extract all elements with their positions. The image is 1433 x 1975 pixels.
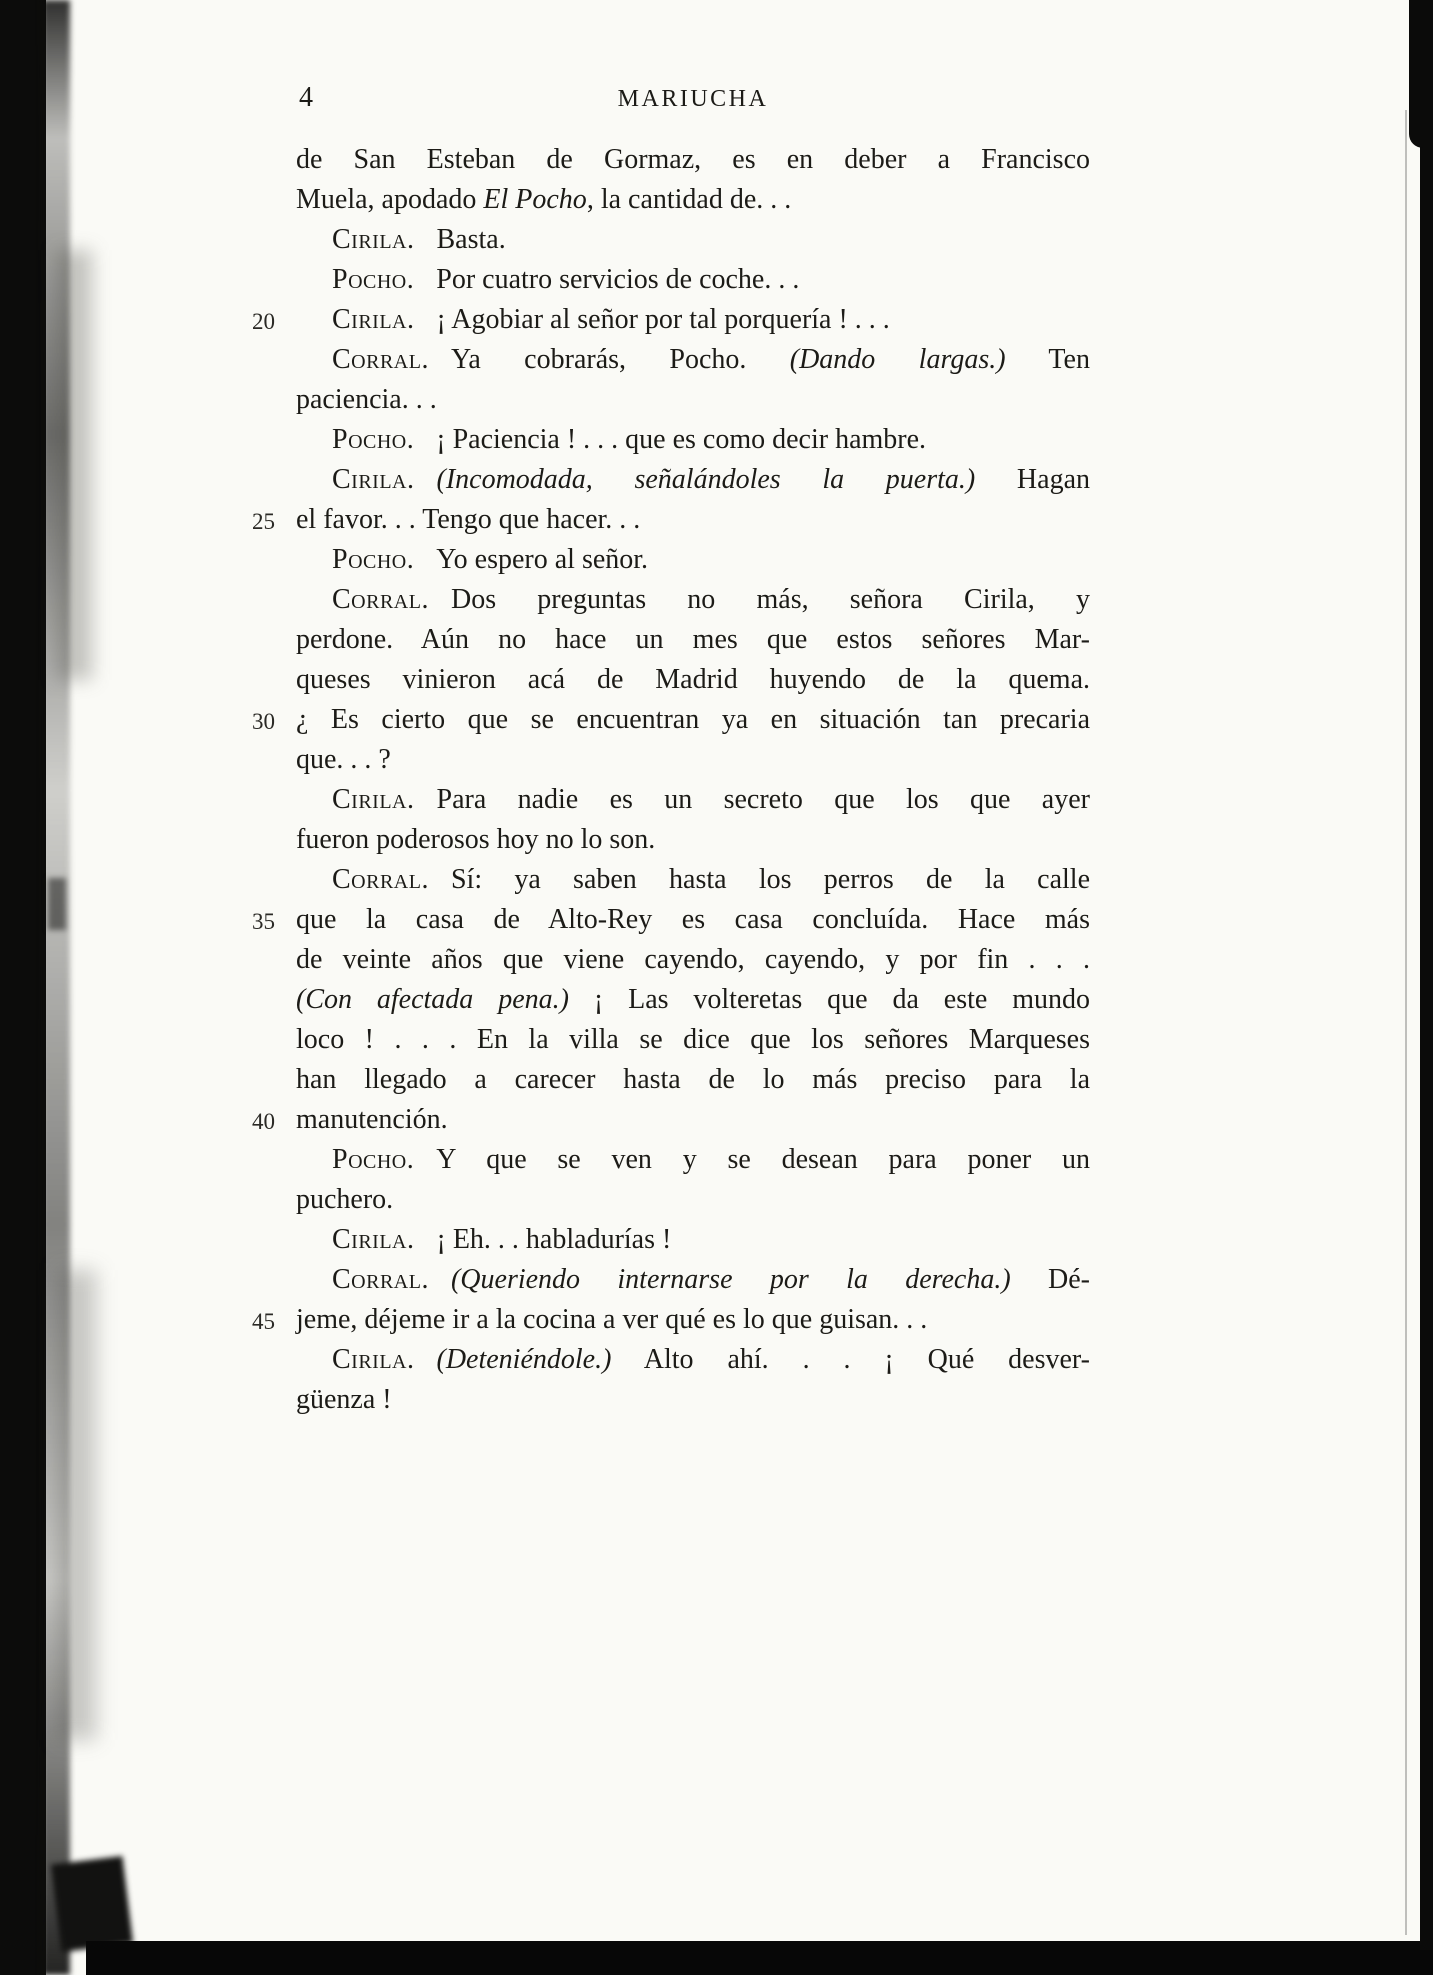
stage-direction: (Deteniéndole.) <box>436 1344 612 1375</box>
dialogue-text: Dos preguntas no más, señora Cirila, y <box>450 584 1090 615</box>
dialogue-text: ¡ Paciencia ! . . . que es como decir hambre. <box>436 424 927 455</box>
text-line <box>252 500 1090 540</box>
dialogue-text: perdone. Aún no hace un mes que estos señores Mar- <box>296 624 1090 655</box>
text-line <box>296 140 1090 180</box>
text-line <box>296 1180 1090 1220</box>
scan-smudge <box>58 250 92 680</box>
dialogue-text: ¡ Eh. . . habladurías ! <box>436 1224 672 1255</box>
dialogue-text: Hagan <box>975 464 1091 495</box>
scan-smudge <box>58 1270 96 1740</box>
dialogue-text: Por cuatro servicios de coche. . . <box>436 264 800 295</box>
scan-edge-right-top <box>1409 0 1433 148</box>
text-line <box>252 1300 1090 1340</box>
scan-edge-right <box>1420 0 1433 1950</box>
text-line <box>296 620 1090 660</box>
dialogue-text: ¡ Agobiar al señor por tal porquería ! . . . <box>436 304 890 335</box>
line-number: 35 <box>252 909 275 934</box>
text-line <box>296 220 1090 260</box>
text-line <box>252 900 1090 940</box>
text-line <box>296 1220 1090 1260</box>
dialogue-text: Alto ahí. . . ¡ Qué desver- <box>611 1344 1090 1375</box>
dialogue-text: puchero. <box>296 1184 394 1215</box>
speaker-name: Cirila. <box>332 464 415 495</box>
dialogue-text: manutención. <box>296 1104 448 1135</box>
speaker-name: Cirila. <box>332 1344 415 1375</box>
speaker-name: Corral. <box>332 1264 429 1295</box>
dialogue-text: ¡ Las volteretas que da este mundo <box>568 984 1090 1015</box>
line-number: 25 <box>252 509 275 534</box>
text-line <box>296 260 1090 300</box>
dialogue-text: , la cantidad de. . . <box>586 184 792 215</box>
dialogue-text: que la casa de Alto-Rey es casa concluída. Hace más <box>296 904 1090 935</box>
dialogue-text: Ya cobrarás, Pocho. <box>450 344 790 375</box>
text-line <box>296 1340 1090 1380</box>
text-line <box>252 700 1090 740</box>
text-line <box>296 1380 1090 1420</box>
speaker-name: Corral. <box>332 864 429 895</box>
speaker-name: Corral. <box>332 584 429 615</box>
text-line <box>296 660 1090 700</box>
text-line <box>296 820 1090 860</box>
text-line <box>296 380 1090 420</box>
text-line <box>252 1100 1090 1140</box>
text-line <box>296 980 1090 1020</box>
speaker-name: Pocho. <box>332 544 415 575</box>
text-line <box>296 1020 1090 1060</box>
speaker-name: Pocho. <box>332 424 415 455</box>
dialogue-text: Y que se ven y se desean para poner un <box>436 1144 1090 1175</box>
dialogue-text: el favor. . . Tengo que hacer. . . <box>296 504 641 535</box>
dialogue-text: que. . . ? <box>296 744 391 775</box>
line-number: 45 <box>252 1309 275 1334</box>
dialogue-text: de San Esteban de Gormaz, es en deber a Francisco <box>296 144 1090 175</box>
dialogue-text: han llegado a carecer hasta de lo más preciso para la <box>296 1064 1090 1095</box>
speaker-name: Corral. <box>332 344 429 375</box>
dialogue-text: fueron poderosos hoy no lo son. <box>296 824 656 855</box>
dialogue-text: loco ! . . . En la villa se dice que los señores Marqueses <box>296 1024 1090 1055</box>
text-line <box>296 460 1090 500</box>
stage-direction: (Incomodada, señalándoles la puerta.) <box>436 464 976 495</box>
dialogue-text: Sí: ya saben hasta los perros de la calle <box>450 864 1090 895</box>
text-line <box>296 420 1090 460</box>
speaker-name: Cirila. <box>332 224 415 255</box>
stage-direction: (Con afectada pena.) <box>296 984 569 1015</box>
page-fold-line <box>1405 110 1407 1935</box>
text-line <box>296 1060 1090 1100</box>
dialogue-text: de veinte años que viene cayendo, cayendo, y por fin . . . <box>296 944 1090 975</box>
text-line <box>296 940 1090 980</box>
running-head: MARIUCHA <box>617 86 769 112</box>
dialogue-text: Yo espero al señor. <box>436 544 649 575</box>
dialogue-text: Para nadie es un secreto que los que ayer <box>436 784 1090 815</box>
text-column <box>252 140 1091 1420</box>
text-line <box>296 1140 1090 1180</box>
dialogue-text: Dé- <box>1010 1264 1090 1295</box>
text-line <box>252 300 1090 340</box>
dialogue-text: Basta. <box>436 224 506 255</box>
scan-bar-bottom <box>86 1941 1433 1975</box>
text-line <box>296 860 1090 900</box>
line-number: 30 <box>252 709 275 734</box>
line-number: 40 <box>252 1109 275 1134</box>
text-line <box>296 540 1090 580</box>
dialogue-text: queses vinieron acá de Madrid huyendo de la quema. <box>296 664 1090 695</box>
stage-direction: (Dando largas.) <box>789 344 1006 375</box>
stage-direction: (Queriendo internarse por la derecha.) <box>450 1264 1011 1295</box>
scan-gutter-left <box>0 0 46 1975</box>
text-line <box>296 740 1090 780</box>
page-number: 4 <box>299 82 313 113</box>
dialogue-text: paciencia. . . <box>296 384 437 415</box>
text-line <box>296 580 1090 620</box>
scan-blot-bottom-left <box>51 1856 133 1952</box>
dialogue-text: Muela, apodado <box>296 184 484 215</box>
speaker-name: Cirila. <box>332 784 415 815</box>
speaker-name: Cirila. <box>332 304 415 335</box>
text-line <box>296 780 1090 820</box>
dialogue-text: ¿ Es cierto que se encuentran ya en situación tan precaria <box>296 704 1090 735</box>
speaker-name: Pocho. <box>332 264 415 295</box>
scan-smudge <box>48 878 66 930</box>
speaker-name: Pocho. <box>332 1144 415 1175</box>
dialogue-text: Ten <box>1005 344 1090 375</box>
dialogue-text: jeme, déjeme ir a la cocina a ver qué es lo que guisan. . . <box>296 1304 928 1335</box>
dialogue-text: güenza ! <box>296 1384 392 1415</box>
line-number: 20 <box>252 309 275 334</box>
text-line <box>296 180 1090 220</box>
stage-direction: El Pocho <box>483 184 587 215</box>
text-line <box>296 340 1090 380</box>
text-line <box>296 1260 1090 1300</box>
speaker-name: Cirila. <box>332 1224 415 1255</box>
